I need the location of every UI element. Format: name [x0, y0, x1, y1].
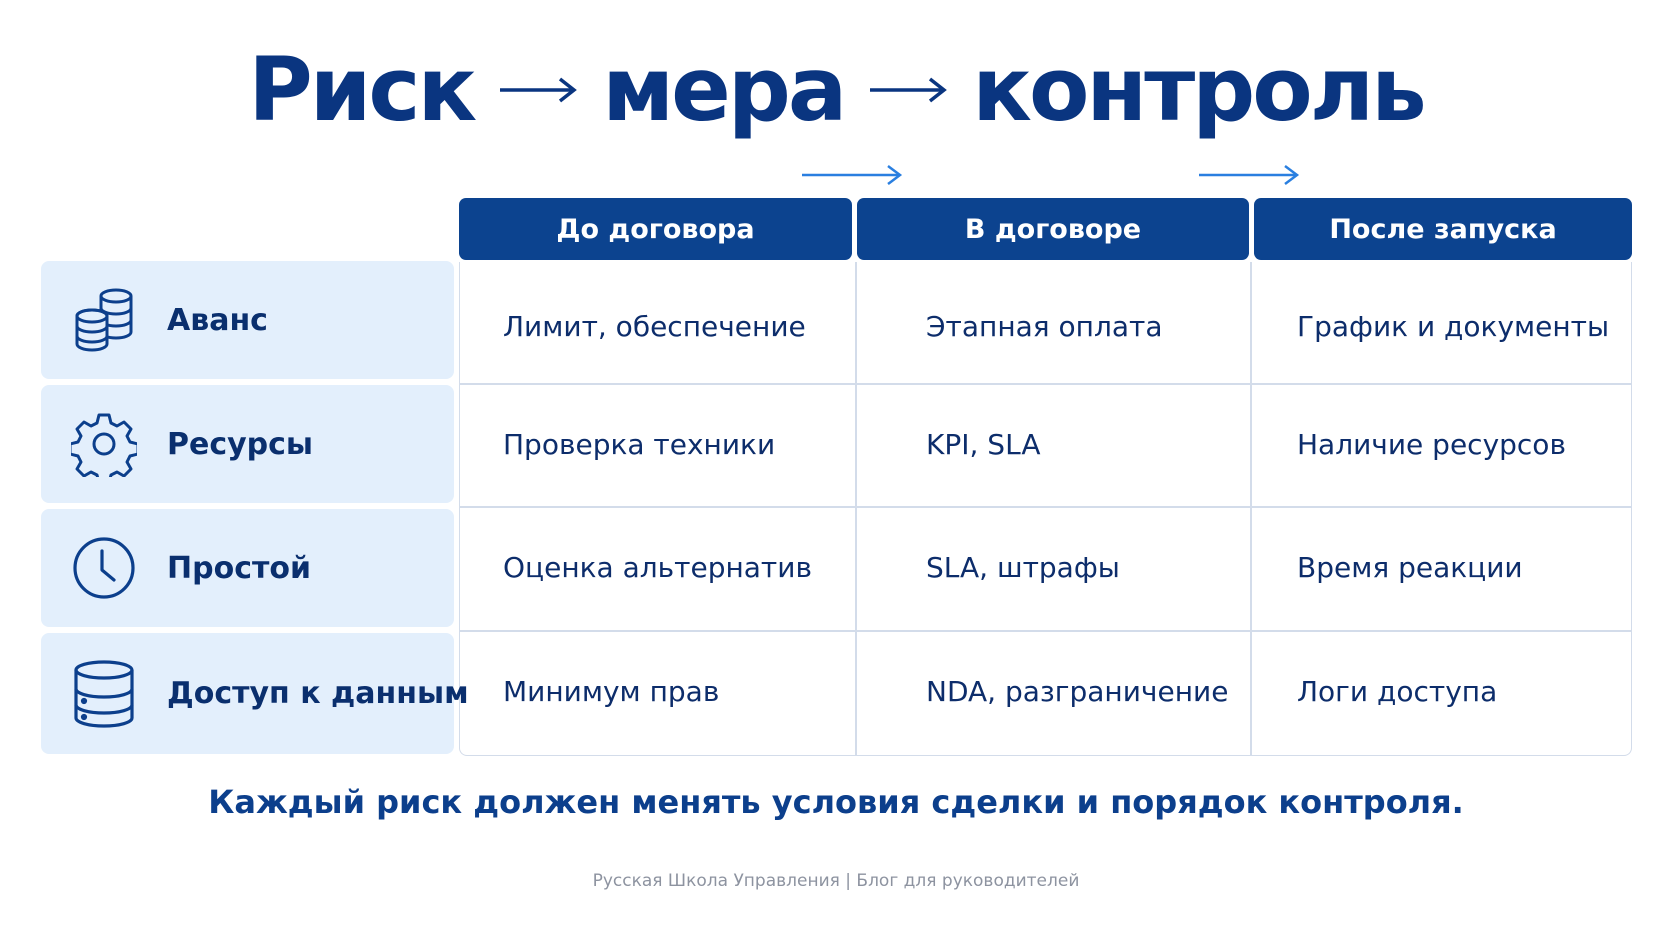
title-word-measure: мера [602, 38, 845, 141]
risk-label: Аванс [167, 302, 268, 338]
risk-row-data-access [41, 633, 469, 754]
coins-stack-icon [69, 285, 139, 355]
title-arrow-icon [498, 75, 578, 105]
stage-arrow-icon [800, 163, 904, 191]
measure-cell: Время реакции [1297, 550, 1523, 584]
measure-cell: Наличие ресурсов [1297, 427, 1566, 461]
measure-cell: NDA, разграничение [926, 674, 1229, 708]
risk-row-downtime [41, 509, 454, 627]
measure-cell: Проверка техники [503, 427, 776, 461]
measure-cell: Оценка альтернатив [503, 550, 812, 584]
risk-row-resources [41, 385, 454, 503]
measure-cell: Этапная оплата [926, 309, 1163, 343]
stage-arrow-icon [1197, 163, 1301, 191]
grid-divider [855, 262, 857, 756]
summary-caption: Каждый риск должен менять условия сделки и порядок контроля. [208, 783, 1464, 821]
grid-divider [459, 630, 1632, 632]
column-header-in-contract: В договоре [857, 198, 1249, 260]
grid-divider [459, 383, 1632, 385]
risk-label: Доступ к данным [167, 676, 469, 711]
risk-row-advance [41, 261, 454, 379]
title-word-control: контроль [972, 38, 1424, 141]
risk-label: Простой [167, 550, 311, 586]
title-word-risk: Риск [248, 38, 475, 141]
measure-cell: Лимит, обеспечение [503, 309, 806, 343]
measure-cell: График и документы [1297, 309, 1610, 343]
title-arrow-icon [868, 75, 948, 105]
column-header-before-contract: До договора [459, 198, 852, 260]
measure-cell: SLA, штрафы [926, 550, 1120, 584]
clock-icon [69, 533, 139, 603]
database-icon [69, 659, 139, 729]
measure-cell: Минимум прав [503, 674, 720, 708]
grid-divider [459, 506, 1632, 508]
grid-divider [1250, 262, 1252, 756]
page-title [0, 38, 1672, 141]
risk-label: Ресурсы [167, 426, 314, 462]
footer-credit: Русская Школа Управления | Блог для руководителей [592, 871, 1080, 891]
measure-cell: KPI, SLA [926, 427, 1041, 461]
gear-icon [69, 409, 139, 479]
measure-cell: Логи доступа [1297, 674, 1498, 708]
column-header-after-launch: После запуска [1254, 198, 1632, 260]
